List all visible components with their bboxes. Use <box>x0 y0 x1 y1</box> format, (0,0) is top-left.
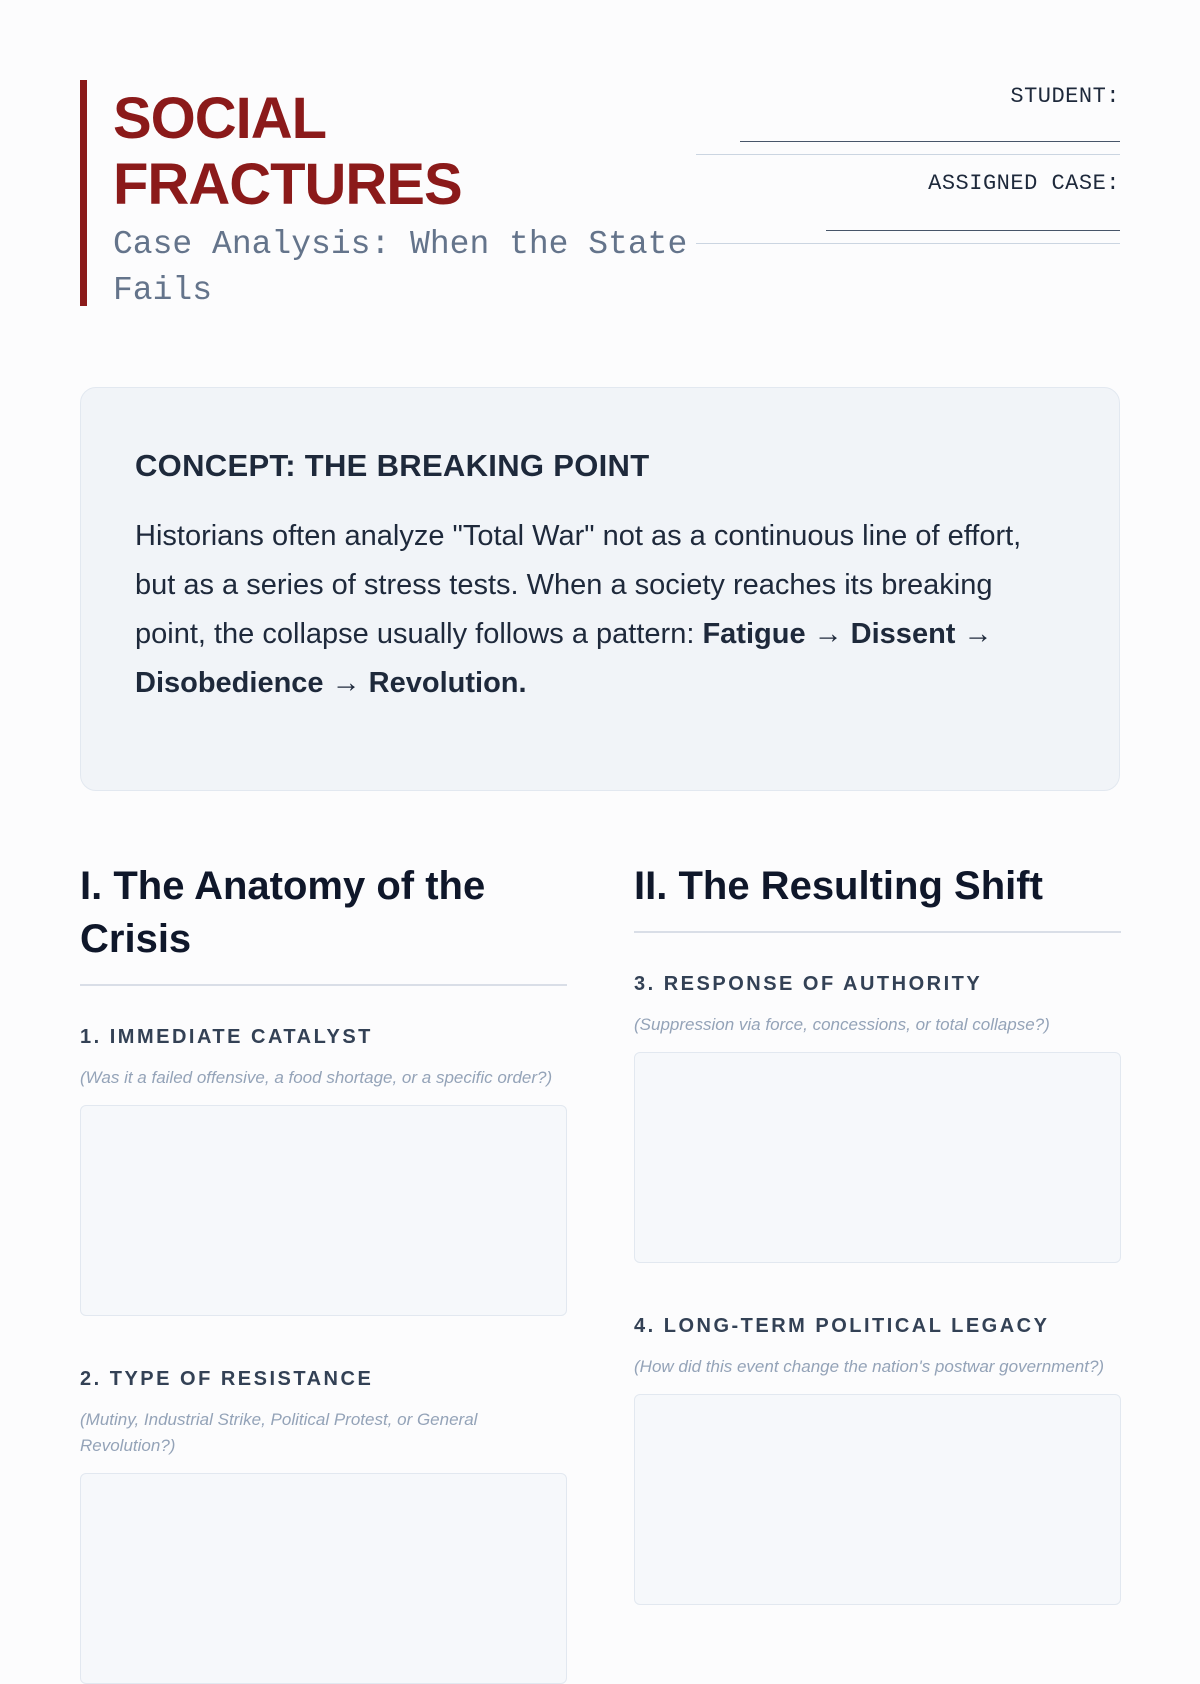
question-label: 2. TYPE OF RESISTANCE <box>80 1368 374 1390</box>
section-title-anatomy: I. The Anatomy of the Crisis <box>80 860 567 986</box>
concept-body: Historians often analyze "Total War" not as a continuous line of effort, but as a series of stress tests. When a society reaches its breaking point, the collapse usually follows a pattern: <box>135 520 1022 650</box>
concept-pattern: Fatigue → Dissent → Disobedience → Revolution. <box>135 618 993 699</box>
question-hint: (How did this event change the nation's postwar government?) <box>634 1357 1105 1376</box>
assigned-case-label: ASSIGNED CASE: <box>928 171 1120 196</box>
concept-text <box>135 512 1065 708</box>
question-response-of-authority <box>634 973 1121 1263</box>
question-hint: (Suppression via force, concessions, or total collapse?) <box>634 1015 1050 1034</box>
answer-box-catalyst[interactable] <box>80 1105 567 1316</box>
question-label: 4. LONG-TERM POLITICAL LEGACY <box>634 1315 1050 1337</box>
concept-title: CONCEPT: THE BREAKING POINT <box>135 448 650 483</box>
answer-box-resistance[interactable] <box>80 1473 567 1684</box>
student-field[interactable] <box>696 80 1120 155</box>
section-anatomy-of-crisis <box>80 860 567 1684</box>
concept-box <box>80 387 1120 791</box>
assigned-case-write-line[interactable] <box>826 230 1120 231</box>
student-write-line[interactable] <box>740 141 1120 142</box>
question-label: 1. IMMEDIATE CATALYST <box>80 1026 373 1048</box>
title-line-1: SOCIAL <box>113 86 327 151</box>
title-line-2: FRACTURES <box>113 152 462 217</box>
worksheet-title <box>113 80 700 218</box>
student-info <box>696 80 1120 244</box>
assigned-case-field[interactable] <box>696 155 1120 244</box>
worksheet-subtitle: Case Analysis: When the State Fails <box>113 226 688 309</box>
student-label: STUDENT: <box>1010 84 1120 109</box>
question-political-legacy <box>634 1315 1121 1605</box>
answer-box-authority[interactable] <box>634 1052 1121 1263</box>
question-hint: (Mutiny, Industrial Strike, Political Protest, or General Revolution?) <box>80 1410 478 1455</box>
worksheet-header <box>80 80 1120 309</box>
question-hint: (Was it a failed offensive, a food shortage, or a specific order?) <box>80 1068 553 1087</box>
question-immediate-catalyst <box>80 1026 567 1316</box>
title-block <box>80 80 700 309</box>
question-type-of-resistance <box>80 1368 567 1684</box>
answer-box-legacy[interactable] <box>634 1394 1121 1605</box>
section-title-shift: II. The Resulting Shift <box>634 860 1121 933</box>
section-resulting-shift <box>634 860 1121 1605</box>
question-label: 3. RESPONSE OF AUTHORITY <box>634 973 983 995</box>
